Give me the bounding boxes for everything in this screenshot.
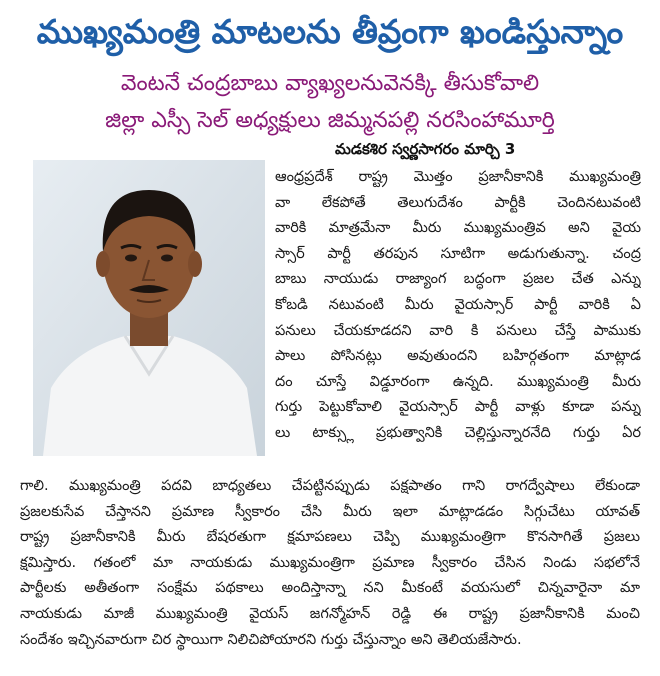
body-line: ప్రజలకుసేవ చేస్తానని ప్రమాణ స్వీకారం చేసి మీరు ఇలా మాట్లాడడం సిగ్గుచేటు యావత్: [20, 503, 640, 520]
body-line: రాష్ట్ర ప్రజానీకానికి మీరు బేషరతుగా క్షమాపణలు చెప్పి ముఖ్యమంత్రిగా కొనసాగితే ప్రజలు: [20, 529, 640, 546]
column-line: పనులు చేయకూడదని వారి కి పనులు చేస్తే పాముకు: [275, 322, 641, 339]
body-line: పార్టీలకు అతీతంగా సంక్షేమ పథకాలు అందిస్తాన్నా నని మీకంటే వయసులో చిన్నవారైనా మా: [20, 580, 640, 597]
column-line: ఆంధ్రప్రదేశ్ రాష్ట్ర మొత్తం ప్రజానీకానికి ముఖ్యమంత్రి: [275, 169, 641, 185]
headline: ముఖ్యమంత్రి మాటలను తీవ్రంగా ఖండిస్తున్నాం: [36, 12, 624, 51]
column-line: గుర్తు పెట్టుకోవాలి వైయస్సార్ పార్టీ వాళ్లు కూడా పన్ను: [275, 399, 641, 416]
body-line: క్షమిస్తారు. గతంలో మా నాయకుడు ముఖ్యమంత్రిగా ప్రమాణ స్వీకారం చేసిన నిండు సభలోనే: [20, 554, 640, 571]
portrait-icon: [33, 160, 265, 456]
body-line: గాలి. ముఖ్యమంత్రి పదవి బాధ్యతలు చేపట్టినప్పుడు పక్షపాతం గాని రాగద్వేషాలు లేకుండా: [20, 478, 640, 494]
article-column: [275, 165, 641, 447]
column-line: కోబడి నటువంటి మీరు వైయస్సార్ పార్టీ వారికి ఏ: [275, 296, 641, 313]
column-line: లు టాక్స్లు ప్రభుత్వానికి చెల్లిస్తున్నారనేది గుర్తు ఏర: [275, 424, 641, 441]
column-line: బాబు నాయుడు రాజ్యాంగ బద్ధంగా ప్రజల చేత ఎన్ను: [275, 271, 641, 288]
subheadline-1: వెంటనే చంద్రబాబు వ్యాఖ్యలనువెనక్కి తీసుకోవాలి: [120, 71, 540, 96]
body-line: నాయకుడు మాజీ ముఖ్యమంత్రి వైయస్ జగన్మోహన్ రెడ్డి ఈ రాష్ట్ర ప్రజానీకానికి మంచి: [20, 605, 640, 622]
column-line: వా లేకపోతే తెలుగుదేశం పార్టీకి చెందినటువంటి: [275, 194, 641, 211]
column-line: స్సార్ పార్టీ తరపున సూటిగా అడుగుతున్నా. చంద్ర: [275, 245, 641, 262]
column-line: పాలు పోసినట్లు అవుతుందని బహిర్గతంగా మాట్లాడ: [275, 348, 641, 365]
column-line: వారికి మాత్రమేనా మీరు ముఖ్యమంత్రివ అని వైయ: [275, 220, 641, 237]
dateline: మడకశిర స్వర్ణసాగరం మార్చి 3: [335, 140, 516, 158]
subheadline-2: జిల్లా ఎస్సీ సెల్ అధ్యక్షులు జిమ్మనపల్లి నరసింహామూర్తి: [105, 108, 555, 133]
portrait-photo: [33, 160, 265, 456]
column-line: దం చూస్తే విడ్డూరంగా ఉన్నది. ముఖ్యమంత్రి మీరు: [275, 373, 641, 390]
body-line: సందేశం ఇచ్చినవారుగా చిర స్థాయిగా నిలిచిపోయారని గుర్తు చేస్తున్నాం అని తెలియజేసారు.: [20, 631, 522, 648]
article-body: [20, 474, 640, 653]
